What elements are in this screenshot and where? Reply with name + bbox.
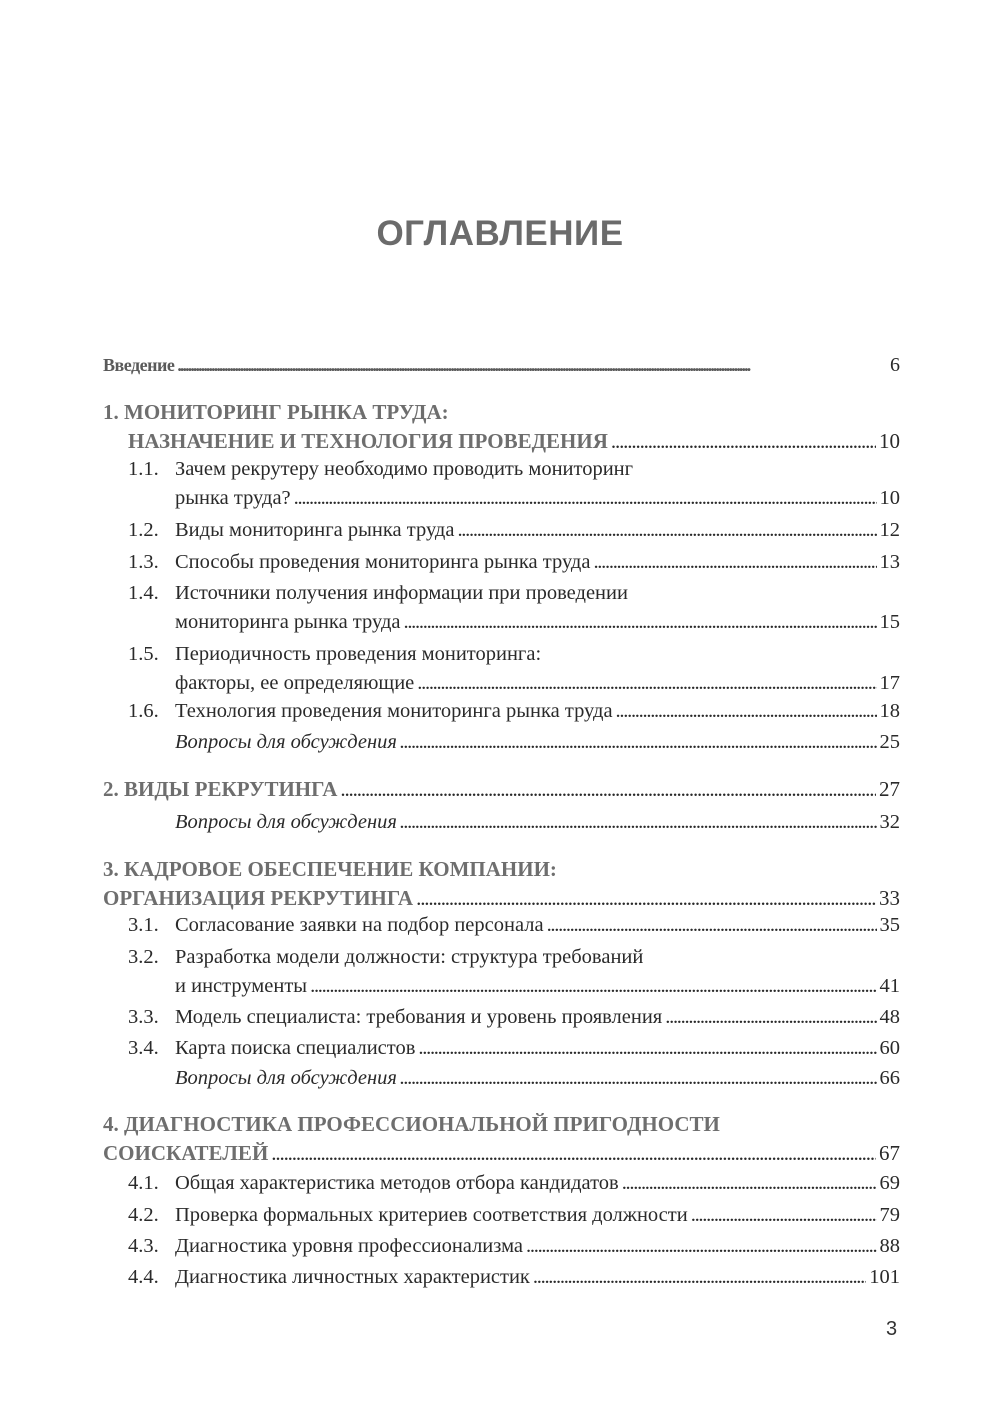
toc-section-1-5[interactable] <box>103 640 900 697</box>
toc-section-1-6[interactable] <box>103 697 900 726</box>
chapter-title: 1. МОНИТОРИНГ РЫНКА ТРУДА: <box>103 400 449 424</box>
section-title: Согласование заявки на подбор персонала <box>175 914 544 936</box>
section-title: рынка труда? <box>175 486 291 509</box>
section-number: 1.2. <box>128 519 159 541</box>
section-title: Разработка модели должности: структура требований <box>175 946 644 968</box>
entry-page: 25 <box>879 731 900 753</box>
questions-title: Вопросы для обсуждения <box>175 731 397 753</box>
toc-section-1-1[interactable] <box>103 455 900 512</box>
section-number: 1.1. <box>128 458 159 480</box>
section-number: 3.2. <box>128 946 159 968</box>
entry-page: 32 <box>879 811 900 833</box>
section-title: Карта поиска специалистов <box>175 1037 416 1059</box>
toc-section-1-3[interactable] <box>103 548 900 577</box>
entry-page: 79 <box>879 1204 900 1226</box>
entry-page: 27 <box>879 777 900 801</box>
entry-page: 48 <box>879 1006 900 1028</box>
dot-leader <box>416 884 876 913</box>
entry-page: 41 <box>879 974 900 997</box>
section-title: Источники получения информации при проведении <box>175 582 628 604</box>
page-title: ОГЛАВЛЕНИЕ <box>376 214 624 253</box>
dot-leader <box>417 669 876 698</box>
entry-page: 13 <box>879 551 900 573</box>
entry-page: 10 <box>879 486 900 509</box>
chapter-title: ОРГАНИЗАЦИЯ РЕКРУТИНГА <box>103 885 414 910</box>
entry-page: 10 <box>879 428 900 453</box>
dot-leader <box>271 1139 876 1168</box>
toc-questions-2[interactable] <box>103 808 900 837</box>
toc-section-4-4[interactable] <box>103 1263 900 1292</box>
questions-title: Вопросы для обсуждения <box>175 1067 397 1089</box>
section-title: Модель специалиста: требования и уровень проявления <box>175 1006 663 1028</box>
toc-section-3-4[interactable] <box>103 1034 900 1063</box>
section-title: Диагностика уровня профессионализма <box>175 1235 524 1257</box>
toc-chapter-3[interactable] <box>103 855 900 912</box>
dot-leader <box>177 351 887 380</box>
toc-section-3-2[interactable] <box>103 943 900 1000</box>
section-number: 4.4. <box>128 1266 159 1288</box>
toc-entry-intro[interactable] <box>103 351 900 380</box>
dot-leader <box>310 972 876 1001</box>
section-title: Диагностика личностных характеристик <box>175 1266 530 1288</box>
entry-page: 101 <box>869 1266 900 1288</box>
entry-page: 35 <box>879 914 900 936</box>
section-number: 1.5. <box>128 643 159 665</box>
section-title: Виды мониторинга рынка труда <box>175 519 455 541</box>
section-number: 1.6. <box>128 700 159 722</box>
entry-page: 17 <box>879 671 900 694</box>
section-number: 3.3. <box>128 1006 159 1028</box>
section-title: Способы проведения мониторинга рынка труда <box>175 551 591 573</box>
entry-page: 88 <box>879 1235 900 1257</box>
section-title: Проверка формальных критериев соответствия должности <box>175 1204 688 1226</box>
dot-leader <box>593 548 876 577</box>
section-number: 3.4. <box>128 1037 159 1059</box>
chapter-title: НАЗНАЧЕНИЕ И ТЕХНОЛОГИЯ ПРОВЕДЕНИЯ <box>128 428 608 453</box>
toc-section-4-2[interactable] <box>103 1201 900 1230</box>
toc-chapter-1[interactable] <box>103 398 900 455</box>
toc-section-4-1[interactable] <box>103 1169 900 1198</box>
toc-section-3-3[interactable] <box>103 1003 900 1032</box>
toc-section-3-1[interactable] <box>103 911 900 940</box>
section-title: Общая характеристика методов отбора кандидатов <box>175 1172 619 1194</box>
entry-page: 15 <box>879 610 900 633</box>
chapter-title: 3. КАДРОВОЕ ОБЕСПЕЧЕНИЕ КОМПАНИИ: <box>103 857 557 881</box>
entry-page: 66 <box>879 1067 900 1089</box>
entry-page: 69 <box>879 1172 900 1194</box>
questions-title: Вопросы для обсуждения <box>175 811 397 833</box>
dot-leader <box>340 775 876 804</box>
chapter-title: 2. ВИДЫ РЕКРУТИНГА <box>103 777 338 801</box>
dot-leader <box>533 1263 866 1292</box>
dot-leader <box>691 1201 877 1230</box>
section-number: 3.1. <box>128 914 159 936</box>
chapter-title: СОИСКАТЕЛЕЙ <box>103 1140 269 1165</box>
dot-leader <box>400 1064 877 1093</box>
entry-page: 60 <box>879 1037 900 1059</box>
toc-section-1-4[interactable] <box>103 579 900 636</box>
section-title: Периодичность проведения мониторинга: <box>175 643 542 665</box>
dot-leader <box>457 516 876 545</box>
page-number: 3 <box>886 1318 898 1340</box>
toc-section-4-3[interactable] <box>103 1232 900 1261</box>
section-number: 1.4. <box>128 582 159 604</box>
section-number: 1.3. <box>128 551 159 573</box>
dot-leader <box>616 697 877 726</box>
entry-page: 12 <box>879 519 900 541</box>
entry-page: 18 <box>879 700 900 722</box>
toc-questions-1[interactable] <box>103 728 900 757</box>
chapter-title: 4. ДИАГНОСТИКА ПРОФЕССИОНАЛЬНОЙ ПРИГОДНОСТИ <box>103 1112 720 1136</box>
section-title: Технология проведения мониторинга рынка труда <box>175 700 613 722</box>
dot-leader <box>400 728 877 757</box>
toc-chapter-4[interactable] <box>103 1110 900 1167</box>
entry-page: 67 <box>879 1140 900 1165</box>
entry-page: 33 <box>879 885 900 910</box>
dot-leader <box>611 427 876 456</box>
section-title: мониторинга рынка труда <box>175 610 401 633</box>
toc-questions-3[interactable] <box>103 1064 900 1093</box>
section-number: 4.2. <box>128 1204 159 1226</box>
toc-chapter-2[interactable] <box>103 775 900 804</box>
dot-leader <box>400 808 877 837</box>
toc-section-1-2[interactable] <box>103 516 900 545</box>
dot-leader <box>403 608 876 637</box>
entry-page: 6 <box>890 354 900 376</box>
dot-leader <box>665 1003 876 1032</box>
dot-leader <box>418 1034 876 1063</box>
dot-leader <box>526 1232 876 1261</box>
dot-leader <box>622 1169 877 1198</box>
entry-text: Введение <box>103 355 175 375</box>
dot-leader <box>547 911 877 940</box>
section-title: факторы, ее определяющие <box>175 671 415 694</box>
section-title: Зачем рекрутеру необходимо проводить мониторинг <box>175 458 634 480</box>
section-number: 4.1. <box>128 1172 159 1194</box>
section-title: и инструменты <box>175 974 308 997</box>
section-number: 4.3. <box>128 1235 159 1257</box>
dot-leader <box>294 484 877 513</box>
